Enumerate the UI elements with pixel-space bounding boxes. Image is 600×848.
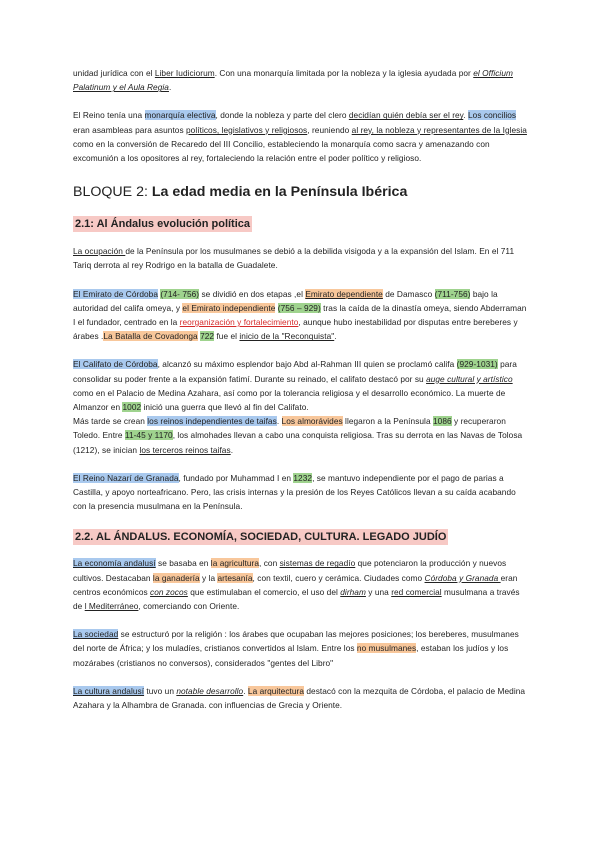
- underline-asuntos: políticos, legislativos y religiosos: [186, 124, 308, 135]
- highlight-date: (711-756): [434, 288, 471, 299]
- text: , aunque hubo inestabilidad por disputas entre bereberes y árabes .: [73, 317, 518, 342]
- text: , donde la nobleza y parte del clero: [215, 110, 349, 121]
- bloque-label: BLOQUE 2:: [73, 184, 152, 201]
- paragraph-ocupacion: [73, 244, 528, 272]
- highlight-concilios: Los concilios: [467, 110, 517, 121]
- text: se basaba en: [155, 558, 211, 569]
- text: y la: [199, 572, 218, 583]
- highlight-arquitectura: La arquitectura: [247, 685, 305, 696]
- text: como en el Palacio de Medina Azahara, así como por la tolerancia religiosa y el desarrollo económico. La muerte de Almanzor en: [73, 387, 506, 413]
- paragraph-economia: [73, 556, 528, 613]
- paragraph-nazari: [73, 471, 528, 514]
- text: unidad jurídica con el: [73, 68, 155, 78]
- section-heading-2-1: 2.1: Al Ándalus evolución política: [75, 218, 251, 231]
- text: , fundado por Muhammad I en: [178, 472, 294, 483]
- text: eran centros económicos: [73, 572, 518, 597]
- text: como en la conversión de Recaredo del III Concilio, estableciendo la monarquía como sacra y amenazando con excomunión a los opositores al rey, fortaleciendo la relación entre el poder político y religioso.: [73, 138, 490, 164]
- section-heading-2-2: 2.2. AL ÁNDALUS. ECONOMÍA, SOCIEDAD, CULTURA. LEGADO JUDÍO: [75, 531, 447, 544]
- highlight-economia: La economía andalusí: [73, 558, 156, 569]
- text: musulmana a través de: [73, 586, 520, 612]
- highlight-ganaderia: la ganadería: [152, 572, 200, 583]
- highlight-date: 1002: [122, 402, 142, 413]
- highlight-emirato-cordoba: El Emirato de Córdoba: [73, 288, 158, 299]
- text: destacó con la mezquita de Córdoba, el palacio de Medina Azahara y la Alhambra de Granada. con influencias de Grecia y Oriente.: [73, 685, 526, 711]
- highlight-date: (929-1031): [456, 359, 498, 370]
- text: tuvo un: [144, 685, 177, 696]
- highlight-califato: El Califato de Córdoba: [73, 359, 158, 370]
- text: de Damasco: [382, 288, 435, 299]
- text: eran asambleas para asuntos: [73, 124, 187, 135]
- text: Más tarde se crean: [73, 416, 148, 427]
- text: y una: [365, 586, 392, 597]
- text: El Reino tenía una: [73, 110, 145, 121]
- highlight-emirato-independiente: el Emirato independiente: [182, 302, 276, 313]
- text: inició una guerra que llevó al fin del Califato.: [141, 402, 309, 413]
- text: , reuniendo: [307, 124, 352, 135]
- highlight-date: (714- 756): [160, 288, 200, 299]
- highlight-nazari: El Reino Nazarí de Granada: [73, 472, 179, 483]
- underline-rey-nobleza: al rey, la nobleza y representantes de la Iglesia: [351, 124, 527, 135]
- highlight-date: (756 – 929): [277, 302, 321, 313]
- text: tras la caída de la dinastía omeya, siendo Abderraman I el fundador, centrado en la: [73, 302, 527, 328]
- officium-palatinum: el Officium Palatinum y el Aula Regia: [73, 68, 513, 93]
- highlight-artesania: artesanía: [217, 572, 253, 583]
- text: , con textil, cuero y cerámica. Ciudades como: [252, 572, 425, 583]
- bloque-title: [73, 183, 528, 201]
- text: de la Península por los musulmanes se debió a la debilida visigoda y a la expansión del Islam. En el 711 Tariq derrota al rey Rodrigo en la batalla de Guadalete.: [73, 246, 515, 271]
- highlight-taifas: los reinos independientes de taifas: [147, 416, 277, 427]
- highlight-covadonga: La Batalla de Covadonga: [103, 331, 198, 342]
- highlight-monarquia-electiva: monarquía electiva: [144, 110, 216, 121]
- paragraph-califato: [73, 357, 528, 414]
- underline-regadio: sistemas de regadío: [279, 558, 356, 569]
- text: para consolidar su poder frente a la expansión fatimí. Durante su reinado, el califato destacó por su: [73, 359, 517, 384]
- underline-terceros-taifas: los terceros reinos taifas: [139, 444, 231, 455]
- text: bajo la autoridad del califa omeya, y: [73, 288, 498, 313]
- text: .: [243, 685, 248, 696]
- highlight-no-musulmanes: no musulmanes: [356, 643, 417, 654]
- highlight-cultura: La cultura andalusí: [73, 685, 145, 696]
- underline-auge: auge cultural y artístico: [426, 373, 513, 384]
- text: fue el: [214, 331, 240, 342]
- liber-iudiciorum: Liber Iudiciorum: [154, 68, 215, 78]
- bloque-subtitle: La edad media en la Península Ibérica: [151, 184, 408, 201]
- highlight-date: 11-45 y 1170: [124, 430, 173, 441]
- text: , estaban los judíos y los mozárabes (cristianos no conversos), considerados "gentes del Libro": [73, 643, 509, 668]
- text: que potenciaron la producción y nuevos cultivos. Destacaban: [73, 558, 507, 583]
- text: se estructuró por la religión : los árabes que ocupaban las mejores posiciones; los bereberes, musulmanes del norte de África; y los muladíes, cristianos convertidos al Islam. Entre los: [73, 629, 519, 654]
- underline-cordoba-granada: Córdoba y Granada: [424, 572, 501, 583]
- text: .: [276, 416, 282, 427]
- underline-decidian: decidían quién debía ser el rey: [348, 110, 464, 121]
- text: , se mantuvo independiente por el pago de parias a Castilla, y apoyo norteafricano. Pero, las crisis internas y la presión de los Reyes Católicos llevan a su caída acabando con la presencia musulmana en la Península.: [73, 472, 516, 512]
- highlight-almoravides: Los almorávides: [281, 416, 343, 427]
- red-reorganizacion: reorganización y fortalecimiento: [179, 317, 299, 328]
- highlight-date: 1232: [293, 472, 313, 483]
- paragraph-sociedad: [73, 627, 528, 670]
- text: .: [230, 444, 234, 455]
- text: . Con una monarquía limitada por la nobleza y la iglesia ayudada por: [214, 68, 474, 78]
- text: , alcanzó su máximo esplendor bajo Abd al-Rahman III quien se proclamó califa: [157, 359, 457, 370]
- underline-red-comercial: red comercial: [391, 586, 442, 597]
- underline-zocos: con zocos: [150, 586, 188, 597]
- text: y recuperaron Toledo. Entre: [73, 416, 506, 441]
- text: , con: [259, 558, 280, 569]
- text: .: [168, 82, 172, 93]
- text: .: [334, 331, 337, 342]
- highlight-date: 1086: [432, 416, 452, 427]
- highlight-sociedad: La sociedad: [73, 629, 119, 640]
- paragraph-visigodos-unidad: [73, 66, 528, 94]
- highlight-date: 722: [200, 331, 215, 342]
- text: se dividió en dos etapas ,el: [199, 288, 306, 299]
- underline-reconquista: inicio de la "Reconquista": [239, 331, 335, 342]
- underline-notable: notable desarrollo: [176, 685, 244, 696]
- underline-mediterraneo: l Mediterráneo: [84, 601, 139, 612]
- text: .: [463, 110, 468, 121]
- paragraph-emirato: [73, 287, 528, 344]
- underline-ocupacion: La ocupación: [73, 246, 126, 257]
- paragraph-cultura: [73, 684, 528, 712]
- paragraph-taifas: [73, 414, 528, 457]
- underline-dirham: dirham: [340, 586, 366, 597]
- text: , los almohades llevan a cabo una conquista religiosa. Tras su derrota en las Navas de Tolosa (1212), se inician: [73, 430, 523, 455]
- paragraph-reino-monarquia: [73, 108, 528, 165]
- document-page: [73, 66, 528, 712]
- text: , comerciando con Oriente.: [138, 601, 240, 612]
- highlight-emirato-dependiente: Emirato dependiente: [305, 288, 383, 299]
- highlight-agricultura: la agricultura: [210, 558, 259, 569]
- text: que estimulaban el comercio, el uso del: [187, 586, 341, 597]
- text: llegaron a la Península: [342, 416, 433, 427]
